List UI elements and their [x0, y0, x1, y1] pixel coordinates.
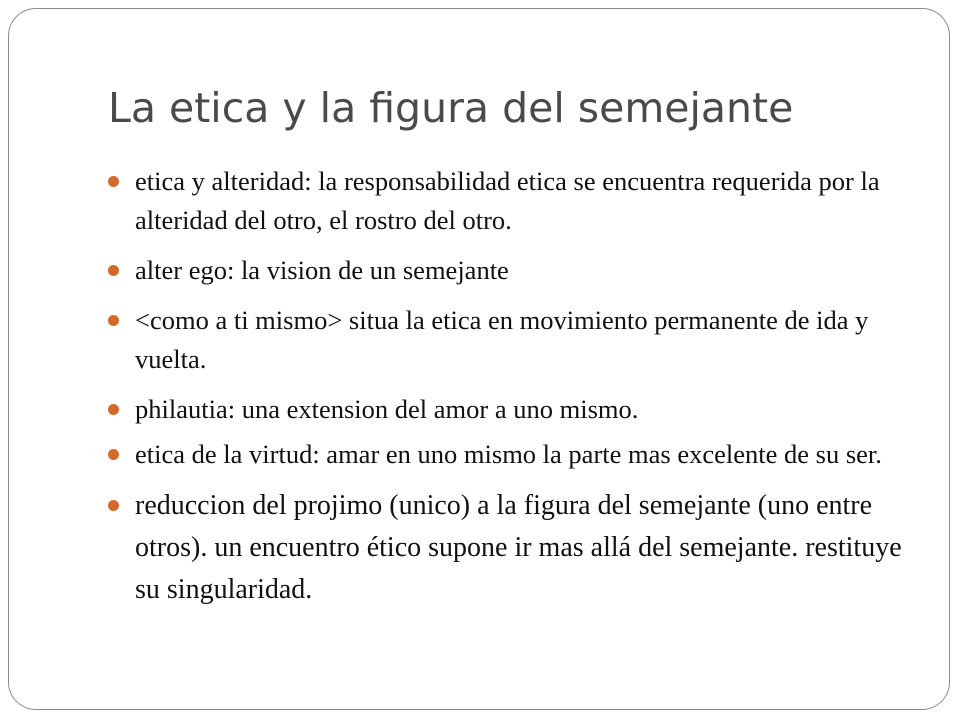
bullet-text: alter ego: la vision de un semejante	[135, 255, 509, 285]
bullet-text: reduccion del projimo (unico) a la figura del semejante (uno entre otros). un encuentro ético supone ir mas allá del semejante. restituye su singularidad.	[135, 490, 902, 605]
bullet-text: <como a ti mismo> situa la etica en movimiento permanente de ida y vuelta.	[135, 305, 869, 374]
bullet-dot-icon	[108, 265, 119, 276]
bullet-item	[108, 301, 908, 379]
bullet-item	[108, 390, 908, 429]
bullet-dot-icon	[108, 315, 119, 326]
bullet-text: etica y alteridad: la responsabilidad etica se encuentra requerida por la alteridad del otro, el rostro del otro.	[135, 166, 880, 235]
bullet-list	[108, 162, 908, 611]
bullet-dot-icon	[108, 500, 119, 511]
bullet-dot-icon	[108, 449, 119, 460]
bullet-item	[108, 485, 908, 611]
slide-title: La etica y la figura del semejante	[108, 84, 794, 132]
bullet-item	[108, 251, 908, 290]
bullet-item	[108, 162, 908, 240]
bullet-dot-icon	[108, 176, 119, 187]
bullet-text: philautia: una extension del amor a uno mismo.	[135, 394, 639, 424]
bullet-text: etica de la virtud: amar en uno mismo la parte mas excelente de su ser.	[135, 439, 882, 469]
bullet-dot-icon	[108, 404, 119, 415]
bullet-item	[108, 435, 908, 474]
